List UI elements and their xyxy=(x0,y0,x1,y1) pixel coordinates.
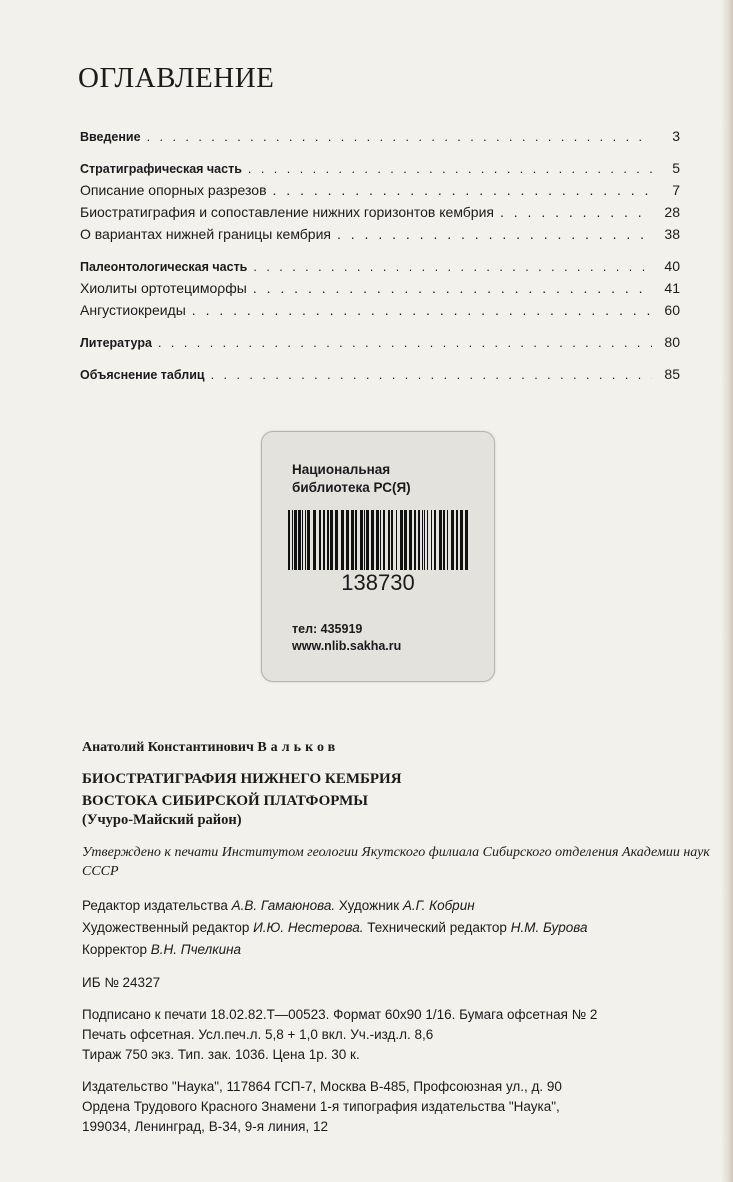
toc-leader-dots xyxy=(147,130,652,144)
typography-line-2: 199034, Ленинград, В-34, 9-я линия, 12 xyxy=(82,1119,329,1134)
sticker-phone: тел: 435919 xyxy=(292,622,363,636)
sticker-library-subname: библиотека РС(Я) xyxy=(292,480,411,495)
toc-entry-page: 41 xyxy=(664,280,680,296)
sticker-library-name: Национальная xyxy=(292,462,391,477)
toc-entry-page: 80 xyxy=(664,334,680,350)
print-line-2: Печать офсетная. Усл.печ.л. 5,8 + 1,0 вкл. Уч.-изд.л. 8,6 xyxy=(82,1027,434,1042)
print-details xyxy=(82,1005,722,1065)
author xyxy=(82,740,722,756)
toc-leader-dots xyxy=(211,368,652,382)
art-editor-label: Художественный редактор xyxy=(82,920,250,935)
toc-entry-page: 28 xyxy=(664,204,680,220)
toc-entry-page: 60 xyxy=(664,302,680,318)
toc-entry-page: 85 xyxy=(664,366,680,382)
credits-line-editor xyxy=(82,895,722,917)
toc-leader-dots xyxy=(500,204,652,220)
toc-entry xyxy=(80,204,680,226)
toc-entry-page: 40 xyxy=(664,258,680,274)
toc-entry-label: Стратиграфическая часть xyxy=(80,162,242,176)
tech-editor-label: Технический редактор xyxy=(367,920,507,935)
toc-leader-dots xyxy=(337,226,652,242)
publisher-line: Издательство "Наука", 117864 ГСП-7, Москва В-485, Профсоюзная ул., д. 90 xyxy=(82,1079,562,1094)
artist-name: А.Г. Кобрин xyxy=(402,898,475,913)
toc-entry xyxy=(80,128,680,150)
toc-leader-dots xyxy=(248,162,652,176)
book-title-line2: ВОСТОКА СИБИРСКОЙ ПЛАТФОРМЫ xyxy=(82,793,369,809)
toc-entry xyxy=(80,226,680,248)
corrector-label: Корректор xyxy=(82,942,148,957)
toc-entry-page: 3 xyxy=(672,128,680,144)
toc-leader-dots xyxy=(192,302,652,318)
editor-name: А.В. Гамаюнова. xyxy=(231,898,336,913)
toc-entry-page: 5 xyxy=(672,160,680,176)
toc-entry-label: Палеонтологическая часть xyxy=(80,260,248,274)
book-region: (Учуро-Майский район) xyxy=(82,812,242,828)
approval-note: Утверждено к печати Институтом геологии Якутского филиала Сибирского отделения Академии наук СССР xyxy=(82,845,710,879)
credits xyxy=(82,895,722,961)
toc-entry-page: 38 xyxy=(664,226,680,242)
toc-entry xyxy=(80,280,680,302)
toc-entry xyxy=(80,160,680,182)
author-surname: Вальков xyxy=(257,740,340,755)
toc-entry-label: Введение xyxy=(80,130,141,144)
book-title-line1: БИОСТРАТИГРАФИЯ НИЖНЕГО КЕМБРИЯ xyxy=(82,771,402,787)
toc-entry xyxy=(80,302,680,324)
publisher-details xyxy=(82,1077,722,1137)
imprint xyxy=(82,740,722,1137)
toc-entry-label: Описание опорных разрезов xyxy=(80,182,267,198)
toc-entry xyxy=(80,334,680,356)
print-line-1: Подписано к печати 18.02.82.Т—00523. Формат 60x90 1/16. Бумага офсетная № 2 xyxy=(82,1007,598,1022)
toc-entry xyxy=(80,182,680,204)
editor-label: Редактор издательства xyxy=(82,898,228,913)
toc-gap xyxy=(80,150,680,160)
book-title xyxy=(82,768,722,812)
toc-entry-label: Ангустиокреиды xyxy=(80,302,186,318)
toc-leader-dots xyxy=(158,336,652,350)
toc-title: ОГЛАВЛЕНИЕ xyxy=(78,62,275,94)
toc-entry xyxy=(80,258,680,280)
toc-leader-dots xyxy=(253,260,652,274)
tech-editor-name: Н.М. Бурова xyxy=(510,920,588,935)
artist-label: Художник xyxy=(338,898,400,913)
ib-number: ИБ № 24327 xyxy=(82,975,161,990)
credits-line-corrector xyxy=(82,939,722,961)
toc-entry-page: 7 xyxy=(672,182,680,198)
barcode-icon xyxy=(288,510,470,570)
toc-entry xyxy=(80,366,680,388)
credits-line-art-editor xyxy=(82,917,722,939)
corrector-name: В.Н. Пчелкина xyxy=(150,942,242,957)
table-of-contents xyxy=(80,128,680,388)
toc-gap xyxy=(80,356,680,366)
toc-entry-label: Биостратиграфия и сопоставление нижних горизонтов кембрия xyxy=(80,204,494,220)
library-sticker xyxy=(261,431,495,682)
author-name: Анатолий Константинович xyxy=(82,740,254,755)
toc-leader-dots xyxy=(273,182,652,198)
sticker-website: www.nlib.sakha.ru xyxy=(292,639,402,653)
typography-line-1: Ордена Трудового Красного Знамени 1-я типография издательства "Наука", xyxy=(82,1099,560,1114)
barcode-number: 138730 xyxy=(341,570,415,595)
print-line-3: Тираж 750 экз. Тип. зак. 1036. Цена 1р. 30 к. xyxy=(82,1047,360,1062)
toc-entry-label: Хиолиты ортотецимορфы xyxy=(80,280,247,296)
toc-entry-label: О вариантах нижней границы кембрия xyxy=(80,226,331,242)
toc-gap xyxy=(80,248,680,258)
art-editor-name: И.Ю. Нестерова. xyxy=(253,920,364,935)
toc-leader-dots xyxy=(253,280,652,296)
toc-entry-label: Объяснение таблиц xyxy=(80,368,205,382)
toc-entry-label: Литература xyxy=(80,336,152,350)
page-edge xyxy=(721,0,733,1182)
toc-gap xyxy=(80,324,680,334)
